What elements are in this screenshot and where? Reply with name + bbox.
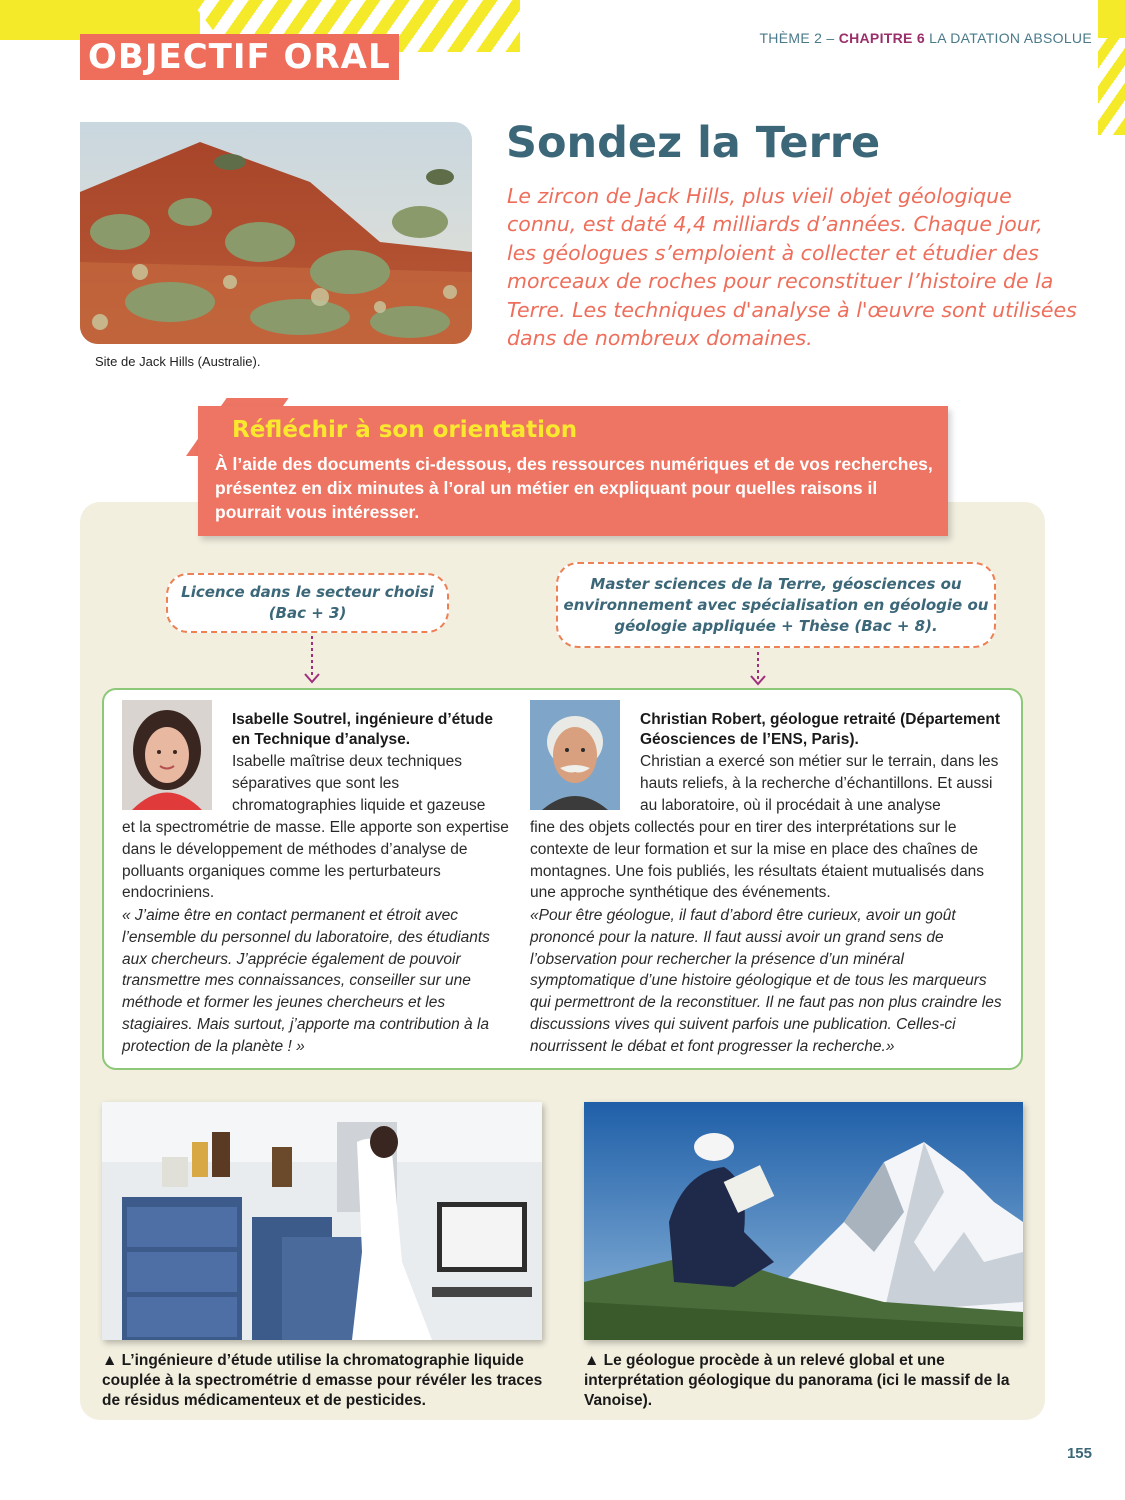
arrow-down-icon [748,650,768,688]
christian-portrait [530,700,620,810]
page-title: Sondez la Terre [506,118,881,168]
christian-bio-intro: Christian a exercé son métier sur le terrain, dans les hauts reliefs, à la recherche d’échantillons. Et aussi au laboratoire, où il procédait à une analyse [640,753,999,814]
isabelle-bio-intro: Isabelle maîtrise deux techniques séparatives que sont les chromatographies liquide et gazeuse [232,753,486,814]
jack-hills-photo [80,122,472,344]
mountain-caption: ▲ Le géologue procède à un relevé global et une interprétation géologique du panorama (ici le massif de la Vanoise). [584,1352,1010,1409]
isabelle-portrait [122,700,212,810]
christian-name: Christian Robert, géologue retraité (Département Géosciences de l’ENS, Paris). [640,711,1001,748]
isabelle-name: Isabelle Soutrel, ingénieure d’étude en Technique d’analyse. [232,711,493,748]
christian-quote: «Pour être géologue, il faut d’abord être curieux, avoir un goût prononcé pour la nature. Il faut aussi avoir un grand sens de l’observation pour rechercher la présence d’un minéral symptomatique d’une histoire géologique et de tous les marqueurs qui permettront de la reconstituer. Il ne faut pas non plus craindre les discussions vives qui suivent parfois une publication. Celles-ci nourrissent le débat et font progresser la recherche.» [530,907,1002,1055]
chapter-title: LA DATATION ABSOLUE [924,30,1092,46]
lab-caption: ▲ L’ingénieure d’étude utilise la chromatographie liquide couplée à la spectrométrie d emasse pour révéler les traces de résidus médicamenteux et de pesticides. [102,1352,543,1409]
isabelle-bio: et la spectrométrie de masse. Elle apporte son expertise dans le développement de méthodes d’analyse de polluants organiques comme les perturbateurs endocriniens. [122,819,509,902]
orientation-title: Réfléchir à son orientation [232,417,578,443]
lab-photo [102,1102,542,1340]
intro-text: Le zircon de Jack Hills, plus vieil objet géologique connu, est daté 4,4 milliards d’années. Chaque jour, les géologues s’emploient à collecter et étudier des morceaux de roches pour reconstituer l’histoire de la Terre. Les techniques d'analyse à l'œuvre sont utilisées dans de nombreux domaines. [507,184,1077,351]
page-number: 155 [1066,1445,1092,1462]
chapter-label: CHAPITRE 6 [838,30,925,46]
side-yellow-block [1098,0,1125,38]
jack-hills-caption: Site de Jack Hills (Australie). [95,354,261,369]
theme-label: THÈME 2 – [759,30,839,46]
orientation-text: À l’aide des documents ci-dessous, des ressources numériques et de vos recherches, présentez en dix minutes à l’oral un métier en expliquant pour quelles raisons il pourrait vous intéresser. [215,454,933,522]
chapter-header [759,30,1092,46]
mountain-photo [584,1102,1023,1340]
christian-bio: fine des objets collectés pour en tirer des interprétations sur le contexte de leur formation et sur la mise en place des chaînes de montagnes. Une fois publiés, les résultats étaient mutualisés dans une approche synthétique des événements. [530,819,985,902]
objectif-oral-badge: OBJECTIF ORAL [80,34,399,80]
isabelle-quote: « J’aime être en contact permanent et étroit avec l’ensemble du personnel du laboratoire, des étudiants aux chercheurs. J’apprécie également de pouvoir transmettre mes connaissances, conseiller sur une méthode et former les jeunes chercheurs et les stagiaires. Mais surtout, j’apporte ma contribution à la protection de la planète ! » [122,907,490,1055]
pathway-master: Master sciences de la Terre, géosciences ou environnement avec spécialisation en géologie ou géologie appliquée + Thèse (Bac + 8). [556,562,996,648]
pathway-licence: Licence dans le secteur choisi (Bac + 3) [166,573,449,633]
arrow-down-icon [302,634,322,686]
